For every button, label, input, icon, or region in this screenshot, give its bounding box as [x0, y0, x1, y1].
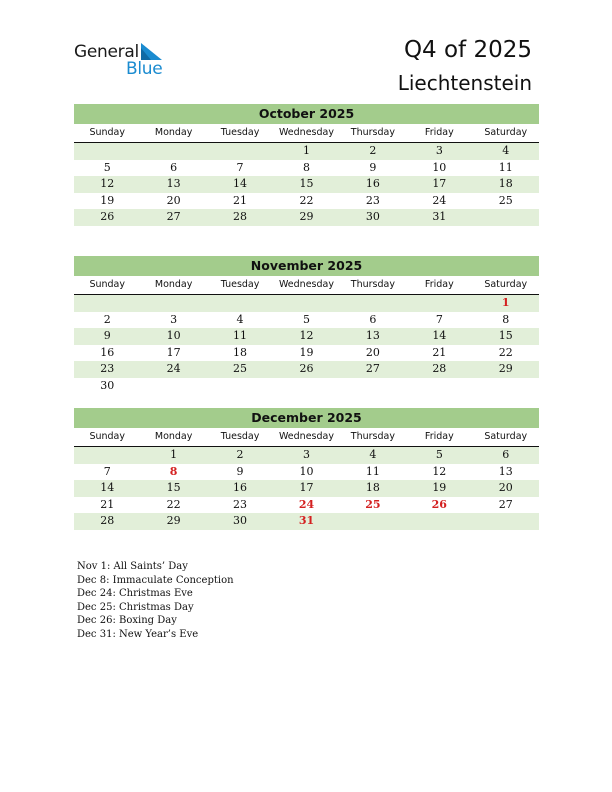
- weekday-label: Monday: [154, 127, 193, 138]
- day-cell: 20: [498, 481, 513, 494]
- day-cell: 13: [166, 177, 181, 190]
- day-cell: 3: [170, 312, 178, 326]
- quarter-title: Q4 of 2025: [403, 37, 532, 63]
- day-cell: 27: [365, 362, 380, 375]
- weekday-label: Monday: [154, 431, 193, 442]
- day-cell: 11: [233, 329, 248, 342]
- day-cell: 4: [502, 144, 510, 157]
- day-cell: 8: [169, 464, 178, 478]
- day-cell: 23: [100, 362, 115, 375]
- day-cell: 14: [233, 177, 248, 190]
- empty-day-cell: [273, 378, 339, 395]
- day-cell: 4: [369, 448, 377, 461]
- empty-day-cell: [340, 378, 406, 395]
- day-cell: 19: [100, 193, 115, 207]
- weekday-row: [74, 428, 539, 447]
- day-cell: 19: [432, 481, 447, 494]
- day-cell: 16: [100, 345, 115, 359]
- day-cell: 10: [166, 329, 181, 342]
- empty-day-cell: [74, 447, 140, 464]
- weekday-row: [74, 124, 539, 143]
- month-november: [74, 256, 539, 394]
- day-cell: 30: [100, 378, 115, 392]
- empty-day-cell: [74, 295, 140, 312]
- day-cell: 6: [369, 312, 377, 326]
- day-cell: 28: [233, 210, 248, 223]
- week-row: [74, 209, 539, 226]
- day-cell: 2: [236, 448, 244, 461]
- day-cell: 6: [502, 448, 510, 461]
- weekday-label: Sunday: [89, 127, 125, 138]
- day-cell: 12: [299, 329, 314, 342]
- day-cell: 18: [365, 481, 380, 494]
- day-cell: 29: [498, 362, 513, 375]
- month-october: [74, 104, 539, 226]
- logo-blue-text: Blue: [126, 59, 163, 79]
- day-cell: 24: [166, 362, 181, 375]
- day-cell: 13: [365, 329, 380, 342]
- empty-day-cell: [473, 209, 539, 226]
- day-cell: 15: [299, 177, 314, 190]
- day-cell: 12: [100, 177, 115, 190]
- week-row: [74, 328, 539, 345]
- weekday-label: Wednesday: [278, 127, 334, 138]
- day-cell: 1: [302, 144, 310, 157]
- holiday-note: Dec 8: Immaculate Conception: [77, 574, 234, 586]
- day-cell: 27: [498, 497, 513, 511]
- day-cell: 15: [166, 481, 181, 494]
- weekday-label: Saturday: [484, 127, 528, 138]
- day-cell: 14: [432, 329, 447, 342]
- empty-day-cell: [473, 378, 539, 395]
- day-cell: 8: [502, 312, 510, 326]
- week-row: [74, 378, 539, 395]
- day-cell: 13: [498, 464, 513, 478]
- weekday-label: Friday: [424, 279, 454, 290]
- week-row: [74, 143, 539, 160]
- day-cell: 20: [365, 345, 380, 359]
- weekday-label: Monday: [154, 279, 193, 290]
- empty-day-cell: [207, 295, 273, 312]
- weekday-label: Wednesday: [278, 431, 334, 442]
- day-cell: 15: [498, 329, 513, 342]
- weekday-label: Friday: [424, 431, 454, 442]
- holiday-note: Dec 24: Christmas Eve: [77, 588, 193, 599]
- weekday-label: Tuesday: [220, 279, 260, 290]
- day-cell: 1: [501, 296, 510, 309]
- day-cell: 26: [299, 362, 314, 375]
- day-cell: 22: [166, 497, 181, 511]
- month-december: [74, 408, 539, 530]
- week-row: [74, 193, 539, 210]
- day-cell: 7: [236, 160, 244, 174]
- day-cell: 31: [432, 210, 447, 223]
- day-cell: 17: [432, 177, 447, 190]
- weekday-label: Saturday: [484, 279, 528, 290]
- day-cell: 25: [365, 497, 381, 511]
- week-row: [74, 295, 539, 312]
- weekday-label: Thursday: [350, 127, 395, 138]
- day-cell: 30: [233, 514, 248, 527]
- day-cell: 9: [103, 329, 111, 342]
- holiday-note: Dec 25: Christmas Day: [77, 601, 194, 613]
- empty-day-cell: [207, 378, 273, 395]
- day-cell: 22: [299, 193, 314, 207]
- day-cell: 27: [166, 210, 181, 223]
- day-cell: 5: [302, 312, 310, 326]
- day-cell: 10: [432, 160, 447, 174]
- weekday-label: Sunday: [89, 431, 125, 442]
- day-cell: 12: [432, 464, 447, 478]
- weekday-label: Thursday: [350, 279, 395, 290]
- day-cell: 17: [166, 345, 181, 359]
- day-cell: 5: [435, 448, 443, 461]
- country-name: Liechtenstein: [397, 71, 532, 95]
- day-cell: 25: [498, 193, 513, 207]
- empty-day-cell: [140, 143, 206, 160]
- empty-day-cell: [273, 295, 339, 312]
- empty-day-cell: [340, 295, 406, 312]
- empty-day-cell: [340, 513, 406, 530]
- weekday-label: Tuesday: [220, 431, 260, 442]
- day-cell: 26: [100, 210, 115, 223]
- holiday-note: Dec 26: Boxing Day: [77, 615, 177, 626]
- day-cell: 6: [170, 160, 178, 174]
- day-cell: 22: [498, 345, 513, 359]
- week-row: [74, 447, 539, 464]
- day-cell: 2: [103, 312, 111, 326]
- day-cell: 11: [498, 160, 513, 174]
- day-cell: 18: [498, 177, 513, 190]
- empty-day-cell: [74, 143, 140, 160]
- day-cell: 24: [432, 193, 447, 207]
- day-cell: 16: [233, 481, 248, 494]
- day-cell: 24: [298, 497, 315, 511]
- day-cell: 21: [100, 497, 115, 511]
- day-cell: 28: [100, 514, 115, 527]
- day-cell: 10: [299, 464, 314, 478]
- weekday-label: Saturday: [484, 431, 528, 442]
- day-cell: 30: [365, 210, 380, 223]
- week-row: [74, 160, 539, 177]
- day-cell: 2: [369, 144, 377, 157]
- day-cell: 29: [166, 514, 181, 527]
- week-row: [74, 480, 539, 497]
- week-row: [74, 513, 539, 530]
- weekday-label: Sunday: [89, 279, 125, 290]
- month-header: December 2025: [74, 408, 539, 428]
- day-cell: 31: [298, 514, 315, 527]
- holiday-notes: [77, 560, 234, 641]
- weekday-label: Friday: [424, 127, 454, 138]
- day-cell: 29: [299, 210, 314, 223]
- day-cell: 25: [233, 362, 248, 375]
- day-cell: 8: [302, 160, 310, 174]
- empty-day-cell: [140, 295, 206, 312]
- day-cell: 28: [432, 362, 447, 375]
- week-row: [74, 361, 539, 378]
- day-cell: 23: [233, 497, 248, 511]
- weekday-label: Wednesday: [278, 279, 334, 290]
- day-cell: 20: [166, 193, 181, 207]
- empty-day-cell: [473, 513, 539, 530]
- day-cell: 18: [233, 345, 248, 359]
- week-row: [74, 176, 539, 193]
- weekday-label: Tuesday: [220, 127, 260, 138]
- empty-day-cell: [140, 378, 206, 395]
- day-cell: 23: [365, 193, 380, 207]
- day-cell: 4: [236, 312, 244, 326]
- day-cell: 21: [233, 193, 248, 207]
- day-cell: 9: [369, 160, 377, 174]
- empty-day-cell: [207, 143, 273, 160]
- empty-day-cell: [406, 378, 472, 395]
- month-header: November 2025: [74, 256, 539, 276]
- day-cell: 5: [103, 160, 111, 174]
- empty-day-cell: [406, 295, 472, 312]
- week-row: [74, 464, 539, 481]
- day-cell: 1: [170, 448, 178, 461]
- month-header: October 2025: [74, 104, 539, 124]
- day-cell: 9: [236, 464, 244, 478]
- holiday-note: Dec 31: New Year’s Eve: [77, 628, 199, 640]
- week-row: [74, 312, 539, 329]
- day-cell: 16: [365, 177, 380, 190]
- day-cell: 3: [435, 144, 443, 157]
- day-cell: 14: [100, 481, 115, 494]
- week-row: [74, 345, 539, 362]
- day-cell: 19: [299, 345, 314, 359]
- day-cell: 7: [435, 312, 443, 326]
- day-cell: 26: [431, 497, 447, 511]
- empty-day-cell: [406, 513, 472, 530]
- day-cell: 3: [302, 448, 310, 461]
- logo-general-text: General: [74, 42, 139, 62]
- week-row: [74, 497, 539, 514]
- day-cell: 11: [365, 464, 380, 478]
- weekday-row: [74, 276, 539, 295]
- weekday-label: Thursday: [350, 431, 395, 442]
- day-cell: 7: [103, 464, 111, 478]
- holiday-note: Nov 1: All Saints’ Day: [77, 561, 188, 572]
- day-cell: 17: [299, 481, 314, 494]
- day-cell: 21: [432, 345, 447, 359]
